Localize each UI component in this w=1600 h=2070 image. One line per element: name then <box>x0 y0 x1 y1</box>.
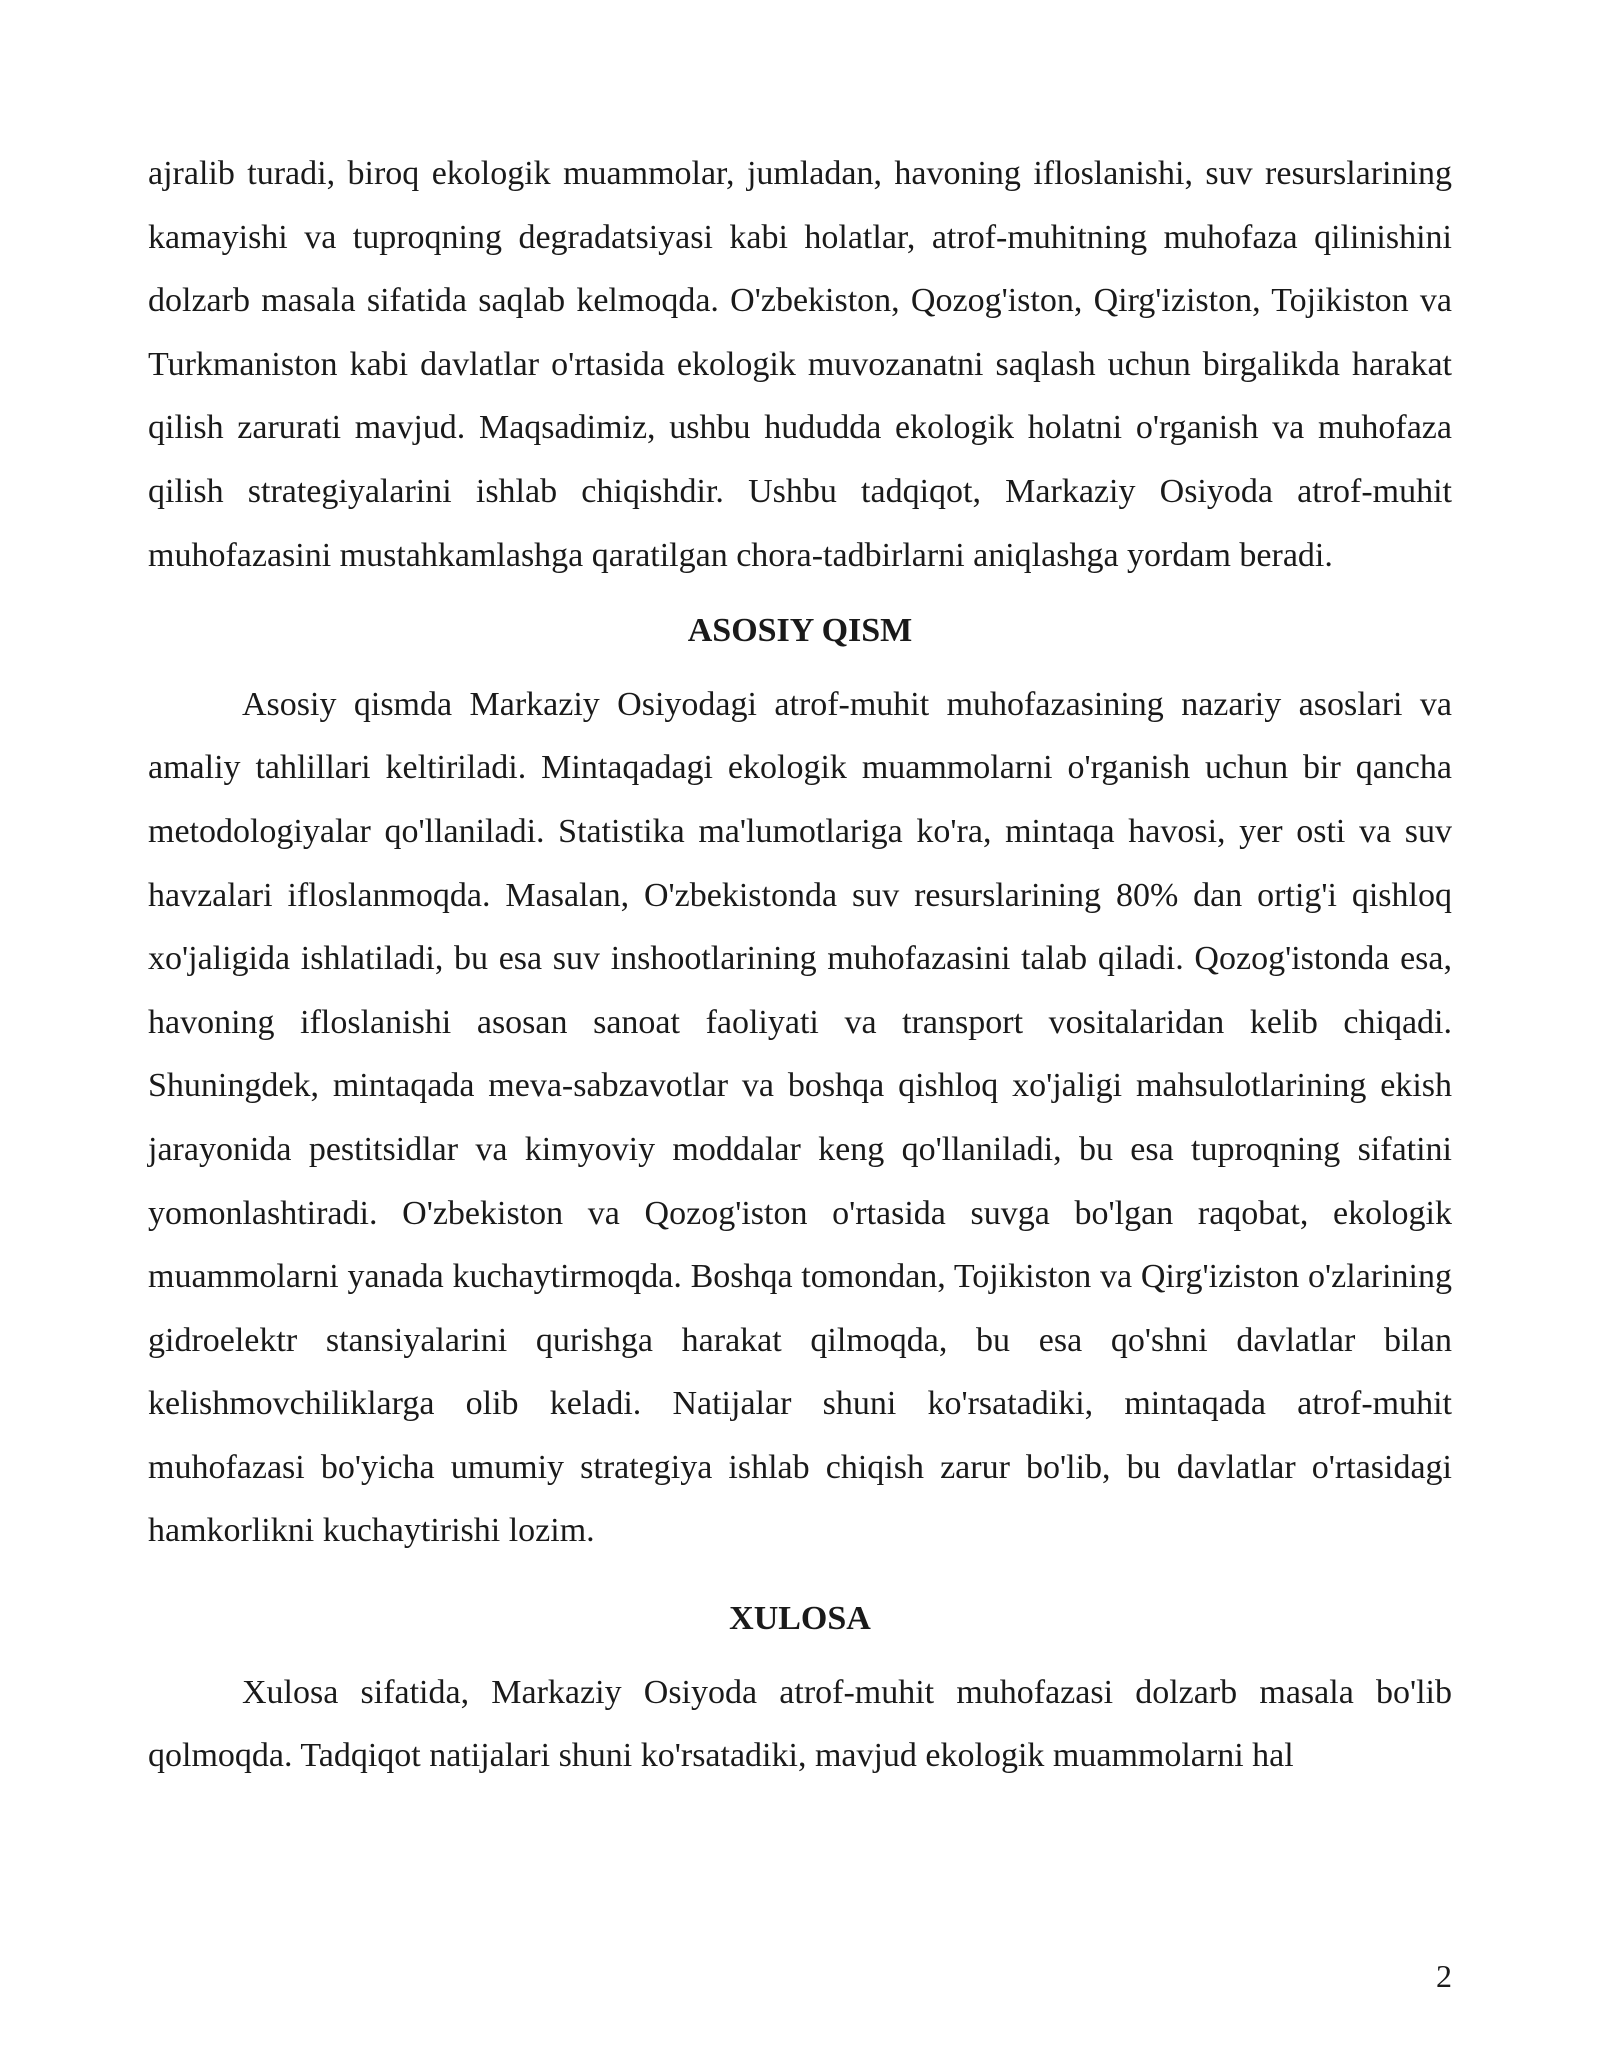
document-page <box>148 142 1452 1788</box>
page-number: 2 <box>1436 1958 1452 1994</box>
conclusion-paragraph: Xulosa sifatida, Markaziy Osiyoda atrof-muhit muhofazasi dolzarb masala bo'lib qolmoqda. Tadqiqot natijalari shuni ko'rsatadiki, mavjud ekologik muammolarni hal <box>148 1673 1452 1775</box>
conclusion-heading: XULOSA <box>729 1600 871 1638</box>
main-section-heading: ASOSIY QISM <box>687 612 913 650</box>
intro-continued-paragraph: ajralib turadi, biroq ekologik muammolar, jumladan, havoning ifloslanishi, suv resurslarining kamayishi va tuproqning degradatsiyasi kabi holatlar, atrof-muhitning muhofaza qilinishini dolzarb masala sifatida saqlab kelmoqda. O'zbekiston, Qozog'iston, Qirg'iziston, Tojikiston va Turkmaniston kabi davlatlar o'rtasida ekologik muvozanatni saqlash uchun birgalikda harakat qilish zarurati mavjud. Maqsadimiz, ushbu hududda ekologik holatni o'rganish va muhofaza qilish strategiyalarini ishlab chiqishdir. Ushbu tadqiqot, Markaziy Osiyoda atrof-muhit muhofazasini mustahkamlashga qaratilgan chora-tadbirlarni aniqlashga yordam beradi. <box>148 155 1452 574</box>
main-body-paragraph: Asosiy qismda Markaziy Osiyodagi atrof-muhit muhofazasining nazariy asoslari va amaliy tahlillari keltiriladi. Mintaqadagi ekologik muammolarni o'rganish uchun bir qancha metodologiyalar qo'llaniladi. Statistika ma'lumotlariga ko'ra, mintaqa havosi, yer osti va suv havzalari ifloslanmoqda. Masalan, O'zbekistonda suv resurslarining 80% dan ortig'i qishloq xo'jaligida ishlatiladi, bu esa suv inshootlarining muhofazasini talab qiladi. Qozog'istonda esa, havoning ifloslanishi asosan sanoat faoliyati va transport vositalaridan kelib chiqadi. Shuningdek, mintaqada meva-sabzavotlar va boshqa qishloq xo'jaligi mahsulotlarining ekish jarayonida pestitsidlar va kimyoviy moddalar keng qo'llaniladi, bu esa tuproqning sifatini yomonlashtiradi. O'zbekiston va Qozog'iston o'rtasida suvga bo'lgan raqobat, ekologik muammolarni yanada kuchaytirmoqda. Boshqa tomondan, Tojikiston va Qirg'iziston o'zlarining gidroelektr stansiyalarini qurishga harakat qilmoqda, bu esa qo'shni davlatlar bilan kelishmovchiliklarga olib keladi. Natijalar shuni ko'rsatadiki, mintaqada atrof-muhit muhofazasi bo'yicha umumiy strategiya ishlab chiqish zarur bo'lib, bu davlatlar o'rtasidagi hamkorlikni kuchaytirishi lozim. <box>148 685 1452 1550</box>
